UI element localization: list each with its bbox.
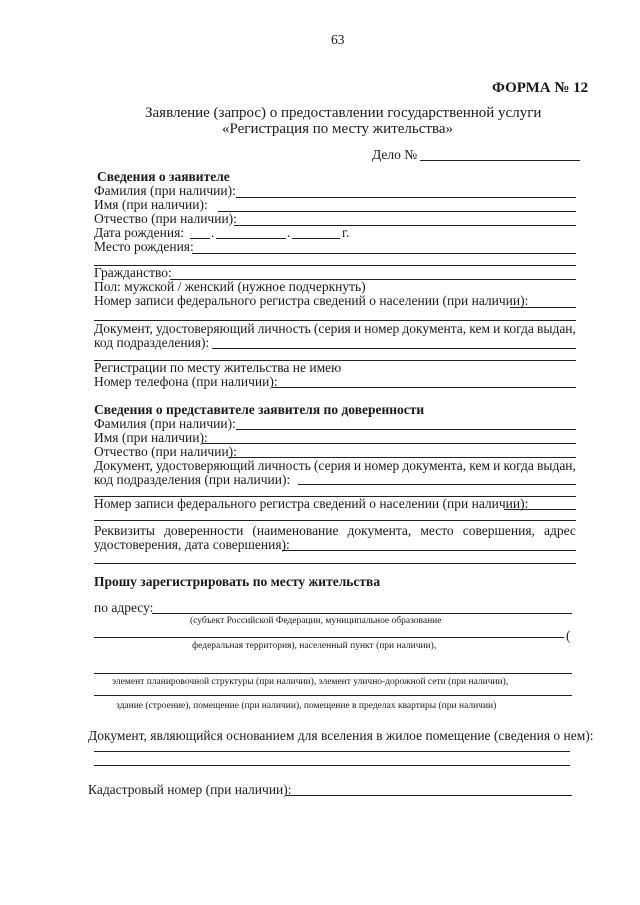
- address-field-4[interactable]: [94, 695, 572, 696]
- applicant-surname-label: Фамилия (при наличии):: [94, 183, 236, 198]
- page-number: 63: [331, 32, 345, 47]
- form-title-line1: Заявление (запрос) о предоставлении государственной услуги: [145, 105, 542, 121]
- justified-word: (серия: [313, 321, 351, 336]
- applicant-birthplace-field[interactable]: [192, 253, 576, 254]
- justified-word: Документ,: [94, 321, 153, 336]
- basis-doc-field-2[interactable]: [94, 765, 570, 766]
- justified-word: и: [353, 458, 362, 473]
- rep-fed-register-field[interactable]: [504, 509, 576, 510]
- address-field-3[interactable]: [94, 673, 572, 674]
- request-heading: Прошу зарегистрировать по месту жительства: [94, 574, 381, 589]
- rep-id-doc-label-2: код подразделения (при наличии):: [94, 472, 291, 487]
- representative-heading: Сведения о представителе заявителя по доверенности: [94, 402, 425, 417]
- justified-word: Документ,: [94, 458, 153, 473]
- applicant-citizenship-label: Гражданство:: [94, 265, 172, 280]
- form-number: ФОРМА № 12: [492, 80, 589, 96]
- justified-word: номер: [364, 458, 400, 473]
- case-number-label: Дело №: [372, 147, 418, 162]
- applicant-heading: Сведения о заявителе: [97, 169, 230, 184]
- justified-word: кем: [469, 458, 491, 473]
- applicant-id-doc-label: [94, 321, 576, 336]
- justified-word: (серия: [313, 458, 351, 473]
- applicant-fed-register-label: Номер записи федерального регистра сведений о населении (при наличии):: [94, 293, 529, 308]
- cadastral-label: Кадастровый номер (при наличии):: [88, 782, 292, 797]
- rep-poa-field-2[interactable]: [94, 563, 576, 564]
- justified-word: когда: [503, 458, 534, 473]
- no-registration-text: Регистрации по месту жительства не имею: [94, 360, 342, 375]
- justified-word: номер: [364, 321, 400, 336]
- rep-name-label: Имя (при наличии):: [94, 430, 208, 445]
- rep-name-field[interactable]: [202, 443, 576, 444]
- birthdate-month-field[interactable]: [216, 238, 286, 239]
- rep-surname-field[interactable]: [236, 429, 576, 430]
- form-title-line2: «Регистрация по месту жительства»: [222, 121, 453, 137]
- rep-id-doc-label: [94, 458, 576, 473]
- rep-poa-label: [94, 523, 576, 538]
- justified-word: удостоверяющий: [156, 458, 255, 473]
- applicant-phone-label: Номер телефона (при наличии):: [94, 374, 278, 389]
- justified-word: документа,: [402, 321, 467, 336]
- case-number-field[interactable]: [420, 160, 580, 161]
- applicant-fed-register-field[interactable]: [510, 307, 576, 308]
- address-hint-1: (субъект Российской Федерации, муниципальное образование: [190, 616, 442, 626]
- justified-word: кем: [469, 321, 491, 336]
- applicant-id-doc-field[interactable]: [212, 348, 576, 349]
- justified-word: документа,: [402, 458, 467, 473]
- justified-word: место: [420, 523, 454, 538]
- rep-poa-label-2: удостоверения, дата совершения):: [94, 537, 290, 552]
- rep-surname-label: Фамилия (при наличии):: [94, 416, 236, 431]
- address-field-1[interactable]: [152, 613, 572, 614]
- justified-word: выдан,: [537, 458, 576, 473]
- applicant-patronymic-label: Отчество (при наличии):: [94, 211, 237, 226]
- rep-fed-register-field-top[interactable]: [94, 496, 576, 497]
- address-label: по адресу:: [94, 600, 154, 615]
- basis-doc-label: Документ, являющийся основанием для вселения в жилое помещение (сведения о нем):: [88, 728, 594, 743]
- applicant-patronymic-field[interactable]: [234, 225, 576, 226]
- basis-doc-field-1[interactable]: [94, 751, 570, 752]
- justified-word: (наименование: [252, 523, 339, 538]
- justified-word: личность: [257, 458, 311, 473]
- address-paren: (: [566, 628, 571, 643]
- justified-word: доверенности: [164, 523, 244, 538]
- address-hint-2: федеральная территория), населенный пункт (при наличии),: [192, 641, 437, 651]
- applicant-birthdate-label: Дата рождения:: [94, 225, 185, 240]
- rep-id-doc-field[interactable]: [298, 484, 576, 485]
- justified-word: личность: [257, 321, 311, 336]
- birthdate-year-suffix: г.: [342, 225, 350, 240]
- applicant-id-doc-label-2: код подразделения):: [94, 335, 210, 350]
- applicant-surname-field[interactable]: [236, 197, 576, 198]
- address-field-2[interactable]: [94, 637, 564, 638]
- address-hint-3: элемент планировочной структуры (при наличии), элемент улично-дорожной сети (при наличии),: [112, 677, 509, 687]
- rep-patronymic-label: Отчество (при наличии):: [94, 444, 237, 459]
- justified-word: и: [493, 321, 501, 336]
- birthdate-separator-2: .: [287, 225, 291, 240]
- justified-word: совершения,: [462, 523, 535, 538]
- applicant-birthplace-label: Место рождения:: [94, 239, 194, 254]
- cadastral-field[interactable]: [286, 795, 572, 796]
- address-hint-4: здание (строение), помещение (при наличии), помещение в пределах квартиры (при наличии): [116, 701, 497, 711]
- justified-word: документа,: [347, 523, 412, 538]
- birthdate-separator-1: .: [211, 225, 215, 240]
- justified-word: адрес: [543, 523, 576, 538]
- applicant-phone-field[interactable]: [272, 387, 576, 388]
- applicant-gender-label[interactable]: Пол: мужской / женский (нужное подчеркнуть): [94, 279, 366, 294]
- justified-word: удостоверяющий: [156, 321, 255, 336]
- rep-poa-field[interactable]: [282, 550, 576, 551]
- justified-word: когда: [503, 321, 534, 336]
- rep-fed-register-label: Номер записи федерального регистра сведений о населении (при наличии):: [94, 496, 529, 511]
- applicant-name-field[interactable]: [218, 211, 576, 212]
- justified-word: и: [493, 458, 501, 473]
- justified-word: выдан,: [537, 321, 576, 336]
- justified-word: и: [353, 321, 362, 336]
- justified-word: Реквизиты: [94, 523, 156, 538]
- applicant-name-label: Имя (при наличии):: [94, 197, 208, 212]
- rep-fed-register-field-2[interactable]: [94, 520, 576, 521]
- birthdate-year-field[interactable]: [292, 238, 340, 239]
